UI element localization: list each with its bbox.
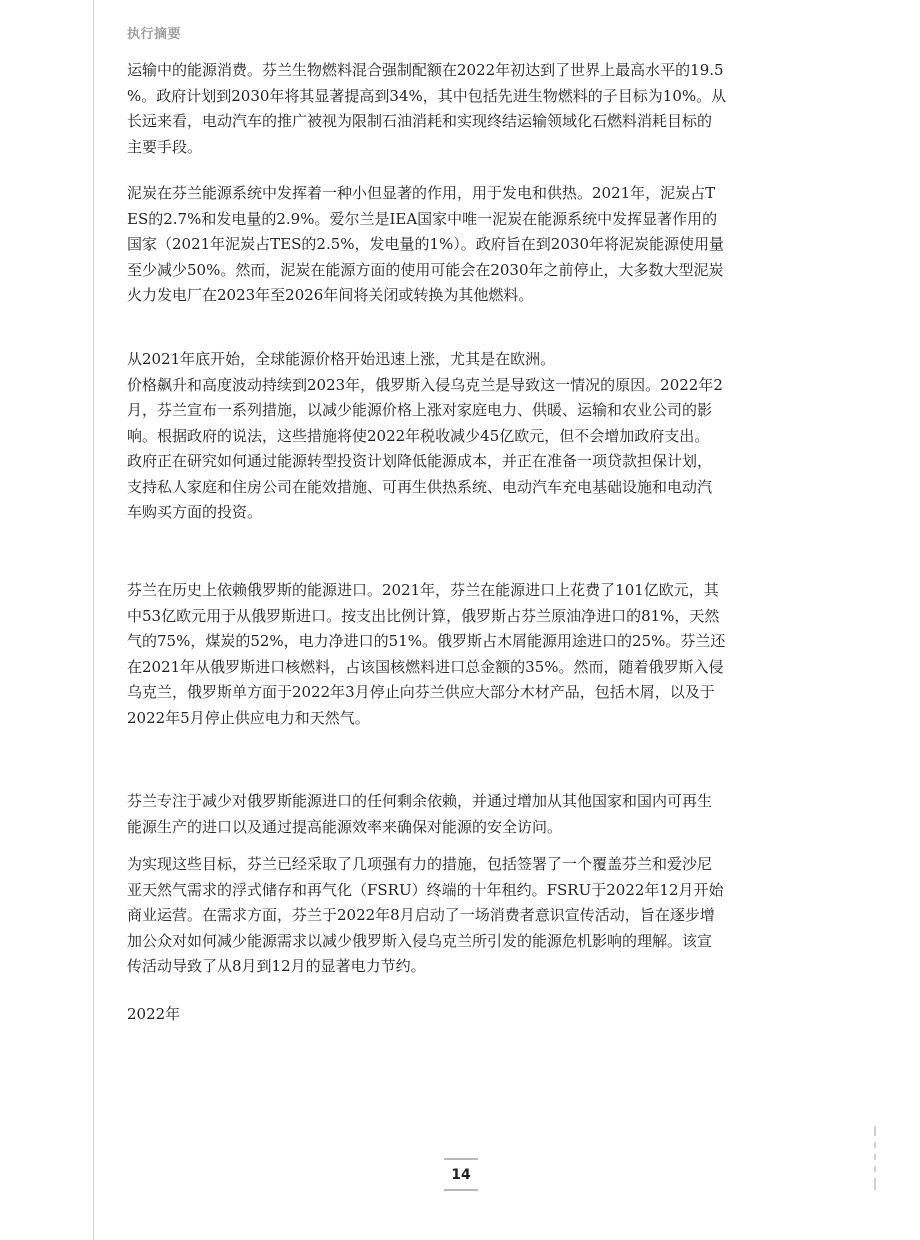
page-number-text: 14	[451, 1167, 471, 1183]
section-header: 执行摘要	[127, 27, 182, 42]
text-line: 芬兰在历史上依赖俄罗斯的能源进口。2021年，芬兰在能源进口上花费了101亿欧元，其	[127, 581, 719, 599]
text-line: 主要手段。	[127, 137, 203, 156]
paragraph-russia-imports	[127, 578, 803, 731]
paragraph-year-fragment	[127, 1002, 803, 1028]
text-line: 2022年	[127, 1005, 181, 1023]
text-line: 政府正在研究如何通过能源转型投资计划降低能源成本，并正在准备一项贷款担保计划，	[127, 452, 713, 470]
text-line: 火力发电厂在2023年至2026年间将关闭或转换为其他燃料。	[127, 286, 534, 304]
text-line: 运输中的能源消费。芬兰生物燃料混合强制配额在2022年初达到了世界上最高水平的19.5	[127, 61, 724, 79]
paragraph-peat	[127, 181, 803, 309]
text-line: 能源生产的进口以及通过提高能源效率来确保对能源的安全访问。	[127, 817, 563, 836]
text-line: 商业运营。在需求方面，芬兰于2022年8月启动了一场消费者意识宣传活动，旨在逐步增	[127, 906, 715, 924]
paragraph-reduce-dependency	[127, 789, 803, 840]
text-line: 在2021年从俄罗斯进口核燃料，占该国核燃料进口总金额的35%。然而，随着俄罗斯入侵	[127, 657, 724, 676]
paragraph-energy-prices	[127, 347, 803, 526]
text-line: 气的75%，煤炭的52%，电力净进口的51%。俄罗斯占木屑能源用途进口的25%。芬兰还	[127, 632, 726, 650]
text-line: 从2021年底开始，全球能源价格开始迅速上涨，尤其是在欧洲。	[127, 350, 556, 368]
text-line: %。政府计划到2030年将其显著提高到34%，其中包括先进生物燃料的子目标为10%。从	[127, 86, 727, 105]
text-line: 月，芬兰宣布一系列措施，以减少能源价格上涨对家庭电力、供暖、运输和农业公司的影	[127, 401, 713, 419]
text-line: 国家（2021年泥炭占TES的2.5%，发电量的1%）。政府旨在到2030年将泥炭能源使用量	[127, 235, 724, 253]
text-line: 中53亿欧元用于从俄罗斯进口。按支出比例计算，俄罗斯占芬兰原油净进口的81%，天然	[127, 606, 720, 625]
margin-watermark	[868, 1126, 884, 1196]
paragraph-biofuels	[127, 58, 803, 160]
text-line: 价格飙升和高度波动持续到2023年，俄罗斯入侵乌克兰是导致这一情况的原因。2022年2	[127, 375, 723, 394]
text-line: 芬兰专注于减少对俄罗斯能源进口的任何剩余依赖，并通过增加从其他国家和国内可再生	[127, 792, 713, 810]
text-line: ES的2.7%和发电量的2.9%。爱尔兰是IEA国家中唯一泥炭在能源系统中发挥显著作用的	[127, 209, 718, 228]
text-line: 泥炭在芬兰能源系统中发挥着一种小但显著的作用，用于发电和供热。2021年，泥炭占T	[127, 184, 716, 202]
text-line: 为实现这些目标，芬兰已经采取了几项强有力的措施，包括签署了一个覆盖芬兰和爱沙尼	[127, 855, 713, 873]
text-line: 支持私人家庭和住房公司在能效措施、可再生供热系统、电动汽车充电基础设施和电动汽	[127, 477, 713, 496]
text-line: 乌克兰，俄罗斯单方面于2022年3月停止向芬兰供应大部分木材产品，包括木屑，以及于	[127, 683, 715, 701]
text-line: 响。根据政府的说法，这些措施将使2022年税收减少45亿欧元，但不会增加政府支出。	[127, 426, 710, 445]
page-number-rule-top	[444, 1158, 478, 1160]
text-line: 加公众对如何减少能源需求以减少俄罗斯入侵乌克兰所引发的能源危机影响的理解。该宣	[127, 931, 713, 950]
page-number-rule-bottom	[444, 1189, 478, 1191]
page-number	[444, 1158, 478, 1191]
left-margin-rule	[93, 0, 94, 1240]
text-line: 长远来看，电动汽车的推广被视为限制石油消耗和实现终结运输领域化石燃料消耗目标的	[127, 112, 713, 130]
text-line: 传活动导致了从8月到12月的显著电力节约。	[127, 957, 426, 975]
text-line: 至少减少50%。然而，泥炭在能源方面的使用可能会在2030年之前停止，大多数大型泥炭	[127, 260, 724, 279]
paragraph-fsru-measures	[127, 852, 803, 980]
text-line: 2022年5月停止供应电力和天然气。	[127, 708, 370, 727]
text-line: 亚天然气需求的浮式储存和再气化（FSRU）终端的十年租约。FSRU于2022年12月开始	[127, 880, 724, 899]
text-line: 车购买方面的投资。	[127, 503, 263, 521]
